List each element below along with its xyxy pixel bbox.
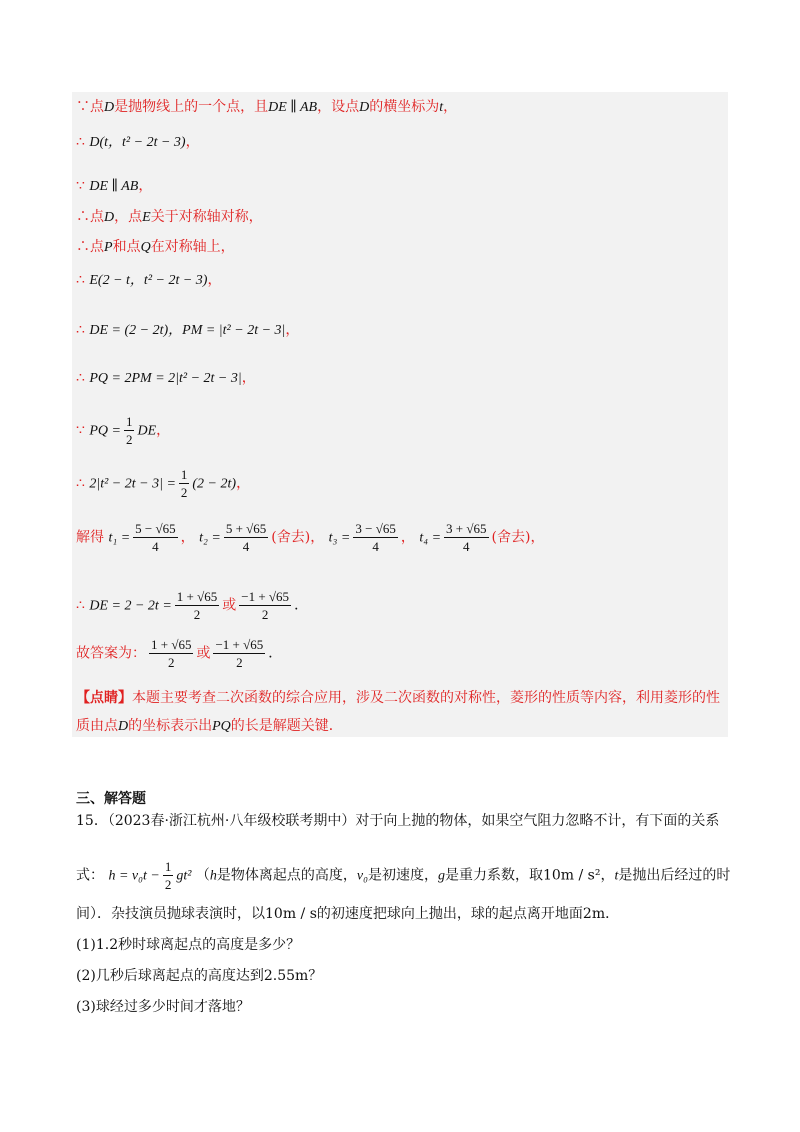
question-line-1: 15．（2023春·浙江杭州·八年级校联考期中）对于向上抛的物体，如果空气阻力忽略不计，有下面的关系: [76, 813, 720, 829]
solution-line-3: ∵ DE ∥ AB，: [76, 178, 153, 194]
fraction-answer-1: $\frac{1 + √65}{2}$: [151, 637, 192, 670]
solution-line-2: ∴ D(t，t² − 2t − 3)，: [76, 134, 200, 150]
solution-line-6: ∴ E(2 − t，t² − 2t − 3)，: [76, 272, 222, 288]
question-part-2: (2)几秒后球离起点的高度达到2.55m？: [76, 968, 323, 984]
fraction-answer-2: $\frac{-1 + √65}{2}$: [241, 589, 290, 622]
fraction-t3: $\frac{3 - √65}{4}$: [355, 521, 396, 554]
comment-line-2: 质由点D的坐标表示出PQ的长是解题关键．: [76, 718, 343, 734]
solution-line-11: 解得 t₁ = $\frac{5 - √65}{4}$ ， t₂ = $\frac{5 + √65}{4}$ (舍去)， t₃ = $\frac{3 - √65}{4}$ ， t₄ = $\frac{3 + √65}{4}$ (舍去)，: [76, 521, 545, 554]
solution-line-10: ∴ 2|t² − 2t − 3| = $\frac{1}{2}$ (2 − 2t)，: [76, 467, 251, 500]
fraction-answer-2: $\frac{-1 + √65}{2}$: [215, 637, 264, 670]
question-line-2: 式： h = v₀t − $\frac{1}{2}$ gt² （h是物体离起点的高度，v₀是初速度，g是重力系数，取10m / s²，t是抛出后经过的时: [76, 859, 731, 892]
solution-line-13: 故答案为： $\frac{1 + √65}{2}$ 或 $\frac{-1 + √65}{2}$ ．: [76, 637, 283, 670]
solution-line-8: ∴ PQ = 2PM = 2|t² − 2t − 3|，: [76, 370, 256, 386]
fraction-t1: $\frac{5 - √65}{4}$: [135, 521, 176, 554]
solution-line-5: ∴点P和点Q在对称轴上，: [76, 239, 235, 255]
comment-line-1: 【点睛】本题主要考查二次函数的综合应用，涉及二次函数的对称性，菱形的性质等内容，利用菱形的性: [76, 690, 720, 706]
fraction-formula: $\frac{1}{2}$: [164, 859, 172, 892]
fraction-half: $\frac{1}{2}$: [180, 467, 188, 500]
solution-line-12: ∴ DE = 2 − 2t = $\frac{1 + √65}{2}$ 或 $\frac{-1 + √65}{2}$ ．: [76, 589, 309, 622]
solution-line-7: ∴ DE = (2 − 2t)，PM = |t² − 2t − 3|，: [76, 322, 300, 338]
solution-line-4: ∴点D，点E关于对称轴对称，: [76, 209, 263, 225]
fraction-half: $\frac{1}{2}$: [125, 414, 133, 447]
question-part-3: (3)球经过多少时间才落地？: [76, 999, 250, 1015]
fraction-t4: $\frac{3 + √65}{4}$: [446, 521, 487, 554]
section-title: 三、解答题: [76, 791, 146, 807]
question-part-1: (1)1.2秒时球离起点的高度是多少？: [76, 937, 301, 953]
fraction-t2: $\frac{5 + √65}{4}$: [225, 521, 267, 554]
question-line-3: 间）．杂技演员抛球表演时，以10m / s的初速度把球向上抛出，球的起点离开地面2m．: [76, 906, 620, 922]
fraction-answer-1: $\frac{1 + √65}{2}$: [176, 589, 218, 622]
solution-line-9: ∵ PQ = $\frac{1}{2}$ DE，: [76, 414, 171, 447]
solution-line-1: ∵点D是抛物线上的一个点，且DE ∥ AB，设点D的横坐标为t，: [76, 99, 458, 115]
